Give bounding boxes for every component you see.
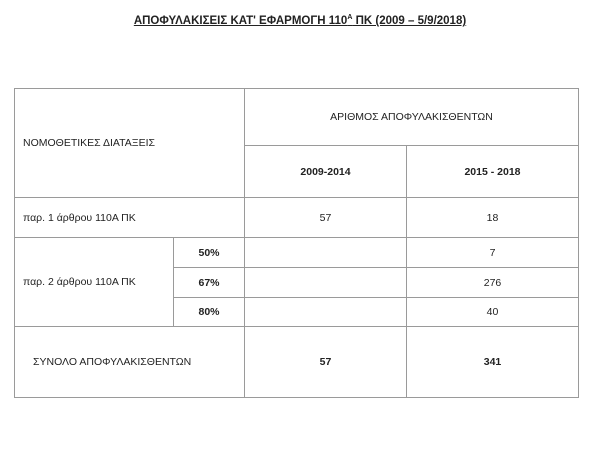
row-par2-label: παρ. 2 άρθρου 110Α ΠΚ (15, 238, 174, 327)
row-par2-pct-50: 50% (174, 238, 245, 268)
title-rest: ΠΚ (2009 – 5/9/2018) (352, 15, 467, 27)
document-title (0, 14, 600, 27)
row-par2-50-2015-2018: 7 (407, 238, 579, 268)
title-main: ΑΠΟΦΥΛΑΚΙΣΕΙΣ ΚΑΤ' ΕΦΑΡΜΟΓΗ 110 (133, 15, 348, 27)
header-period-2015-2018: 2015 - 2018 (407, 146, 579, 198)
row-par1-label: παρ. 1 άρθρου 110Α ΠΚ (15, 198, 245, 238)
row-par2-67-2009-2014 (245, 268, 407, 298)
row-par1-2015-2018: 18 (407, 198, 579, 238)
header-released-count: ΑΡΙΘΜΟΣ ΑΠΟΦΥΛΑΚΙΣΘΕΝΤΩΝ (245, 89, 579, 146)
release-statistics-table (14, 88, 579, 398)
row-total-label: ΣΥΝΟΛΟ ΑΠΟΦΥΛΑΚΙΣΘΕΝΤΩΝ (15, 327, 245, 398)
header-period-2009-2014: 2009-2014 (245, 146, 407, 198)
row-par2-pct-80: 80% (174, 298, 245, 327)
row-par2-80-2015-2018: 40 (407, 298, 579, 327)
title-superscript: Α (347, 14, 353, 21)
header-provisions: ΝΟΜΟΘΕΤΙΚΕΣ ΔΙΑΤΑΞΕΙΣ (15, 89, 245, 198)
row-par2-80-2009-2014 (245, 298, 407, 327)
row-par1-2009-2014: 57 (245, 198, 407, 238)
row-total-2015-2018: 341 (407, 327, 579, 398)
row-par2-50-2009-2014 (245, 238, 407, 268)
row-par2-67-2015-2018: 276 (407, 268, 579, 298)
row-total-2009-2014: 57 (245, 327, 407, 398)
row-par2-pct-67: 67% (174, 268, 245, 298)
